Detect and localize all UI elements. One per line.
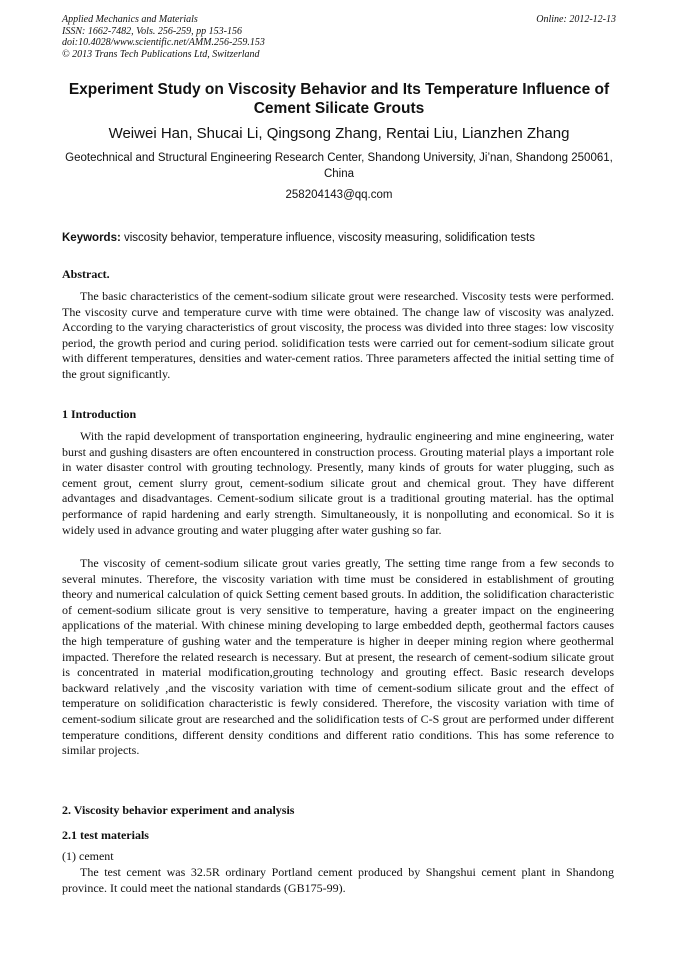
- item-cement: (1) cement: [62, 849, 114, 863]
- introduction-heading: 1 Introduction: [62, 407, 137, 421]
- affiliation: Geotechnical and Structural Engineering Research Center, Shandong University, Ji’nan, Shandong 250061, China: [65, 152, 613, 180]
- contact-email: 258204143@qq.com: [285, 189, 393, 201]
- keywords: [62, 231, 622, 246]
- section-2-1-paragraph: The test cement was 32.5R ordinary Portland cement produced by Shangshui cement plant in Shandong province. It could meet the national standards (GB175-99).: [62, 865, 614, 895]
- section-2-heading: 2. Viscosity behavior experiment and analysis: [62, 803, 295, 817]
- author-list: Weiwei Han, Shucai Li, Qingsong Zhang, Rentai Liu, Lianzhen Zhang: [108, 125, 570, 142]
- copyright-line: © 2013 Trans Tech Publications Ltd, Switzerland: [62, 48, 260, 60]
- subsection-2-1-heading: 2.1 test materials: [62, 828, 149, 842]
- keywords-text: viscosity behavior, temperature influence, viscosity measuring, solidification tests: [124, 232, 535, 244]
- doi-line: doi:10.4028/www.scientific.net/AMM.256-259.153: [62, 37, 265, 48]
- online-date: Online: 2012-12-13: [536, 14, 616, 25]
- journal-name: Applied Mechanics and Materials: [62, 14, 198, 25]
- introduction-paragraph-2: The viscosity of cement-sodium silicate grout varies greatly, The setting time range from a few seconds to several minutes. Therefore, the viscosity variation with time must be considered in establishment of grouting theory and numerical calculation of quick Setting cement based grouts. In addition, the solidification characteristic of cement-sodium silicate grout is very sensitive to temperature, having a greater impact on the engineering applications of the material. With chinese mining developing to large embedded depth, geothermal factors causes the high temperature of gushing water and the temperature is higher in deeper mining region where geothermal impacted. Therefore the related research is necessary. But at present, the research of cement-sodium silicate grout is concentrated in material modification,grouting technology and grouting effect. Basic research develops backward relatively ,and the viscosity variation with time of cement-sodium silicate grout and the effect of temperature on solidification characteristic is fewly considered. Therefore, the viscosity variation with time of cement-sodium silicate grout are researched and the solidification tests of C-S grout are performed under different temperature conditions, different density conditions and different ratio conditions. This has some reference to similar projects.: [62, 556, 614, 758]
- introduction-paragraph-1: With the rapid development of transportation engineering, hydraulic engineering and mine engineering, water burst and gushing disasters are often encountered in construction process. Grouting material plays a important role in water disaster control with grouting technology. Presently, many kinds of grouts for water plugging, such as cement grout, cement slurry grout, cement-sodium silicate grout and chemical grout. They have different advantages and disadvantages. Cement-sodium silicate grout is a traditional grouting material. has the optimal performance of rapid hardening and early strength. Simultaneously, it is nonpolluting and economical. So it is widely used in advance grouting and water plugging after water gushing so far.: [62, 429, 614, 537]
- issn-line: ISSN: 1662-7482, Vols. 256-259, pp 153-156: [62, 25, 242, 37]
- abstract-heading: Abstract.: [62, 267, 110, 281]
- publication-info: [62, 14, 265, 60]
- keywords-label: Keywords:: [62, 232, 121, 244]
- abstract-text: The basic characteristics of the cement-sodium silicate grout were researched. Viscosity tests were performed. The viscosity curve and temperature curve with time were obtained. The change law of viscosity was analyzed. According to the varying characteristics of grout viscosity, the process was divided into three stages: low viscosity period, the growth period and curing period. solidification tests were carried out for cement-sodium silicate grout with different temperatures, densities and water-cement ratios. Three parameters affected the initial setting time of the grout significantly.: [62, 289, 614, 381]
- paper-title: Experiment Study on Viscosity Behavior and Its Temperature Influence of Cement Silicate Grouts: [68, 81, 610, 117]
